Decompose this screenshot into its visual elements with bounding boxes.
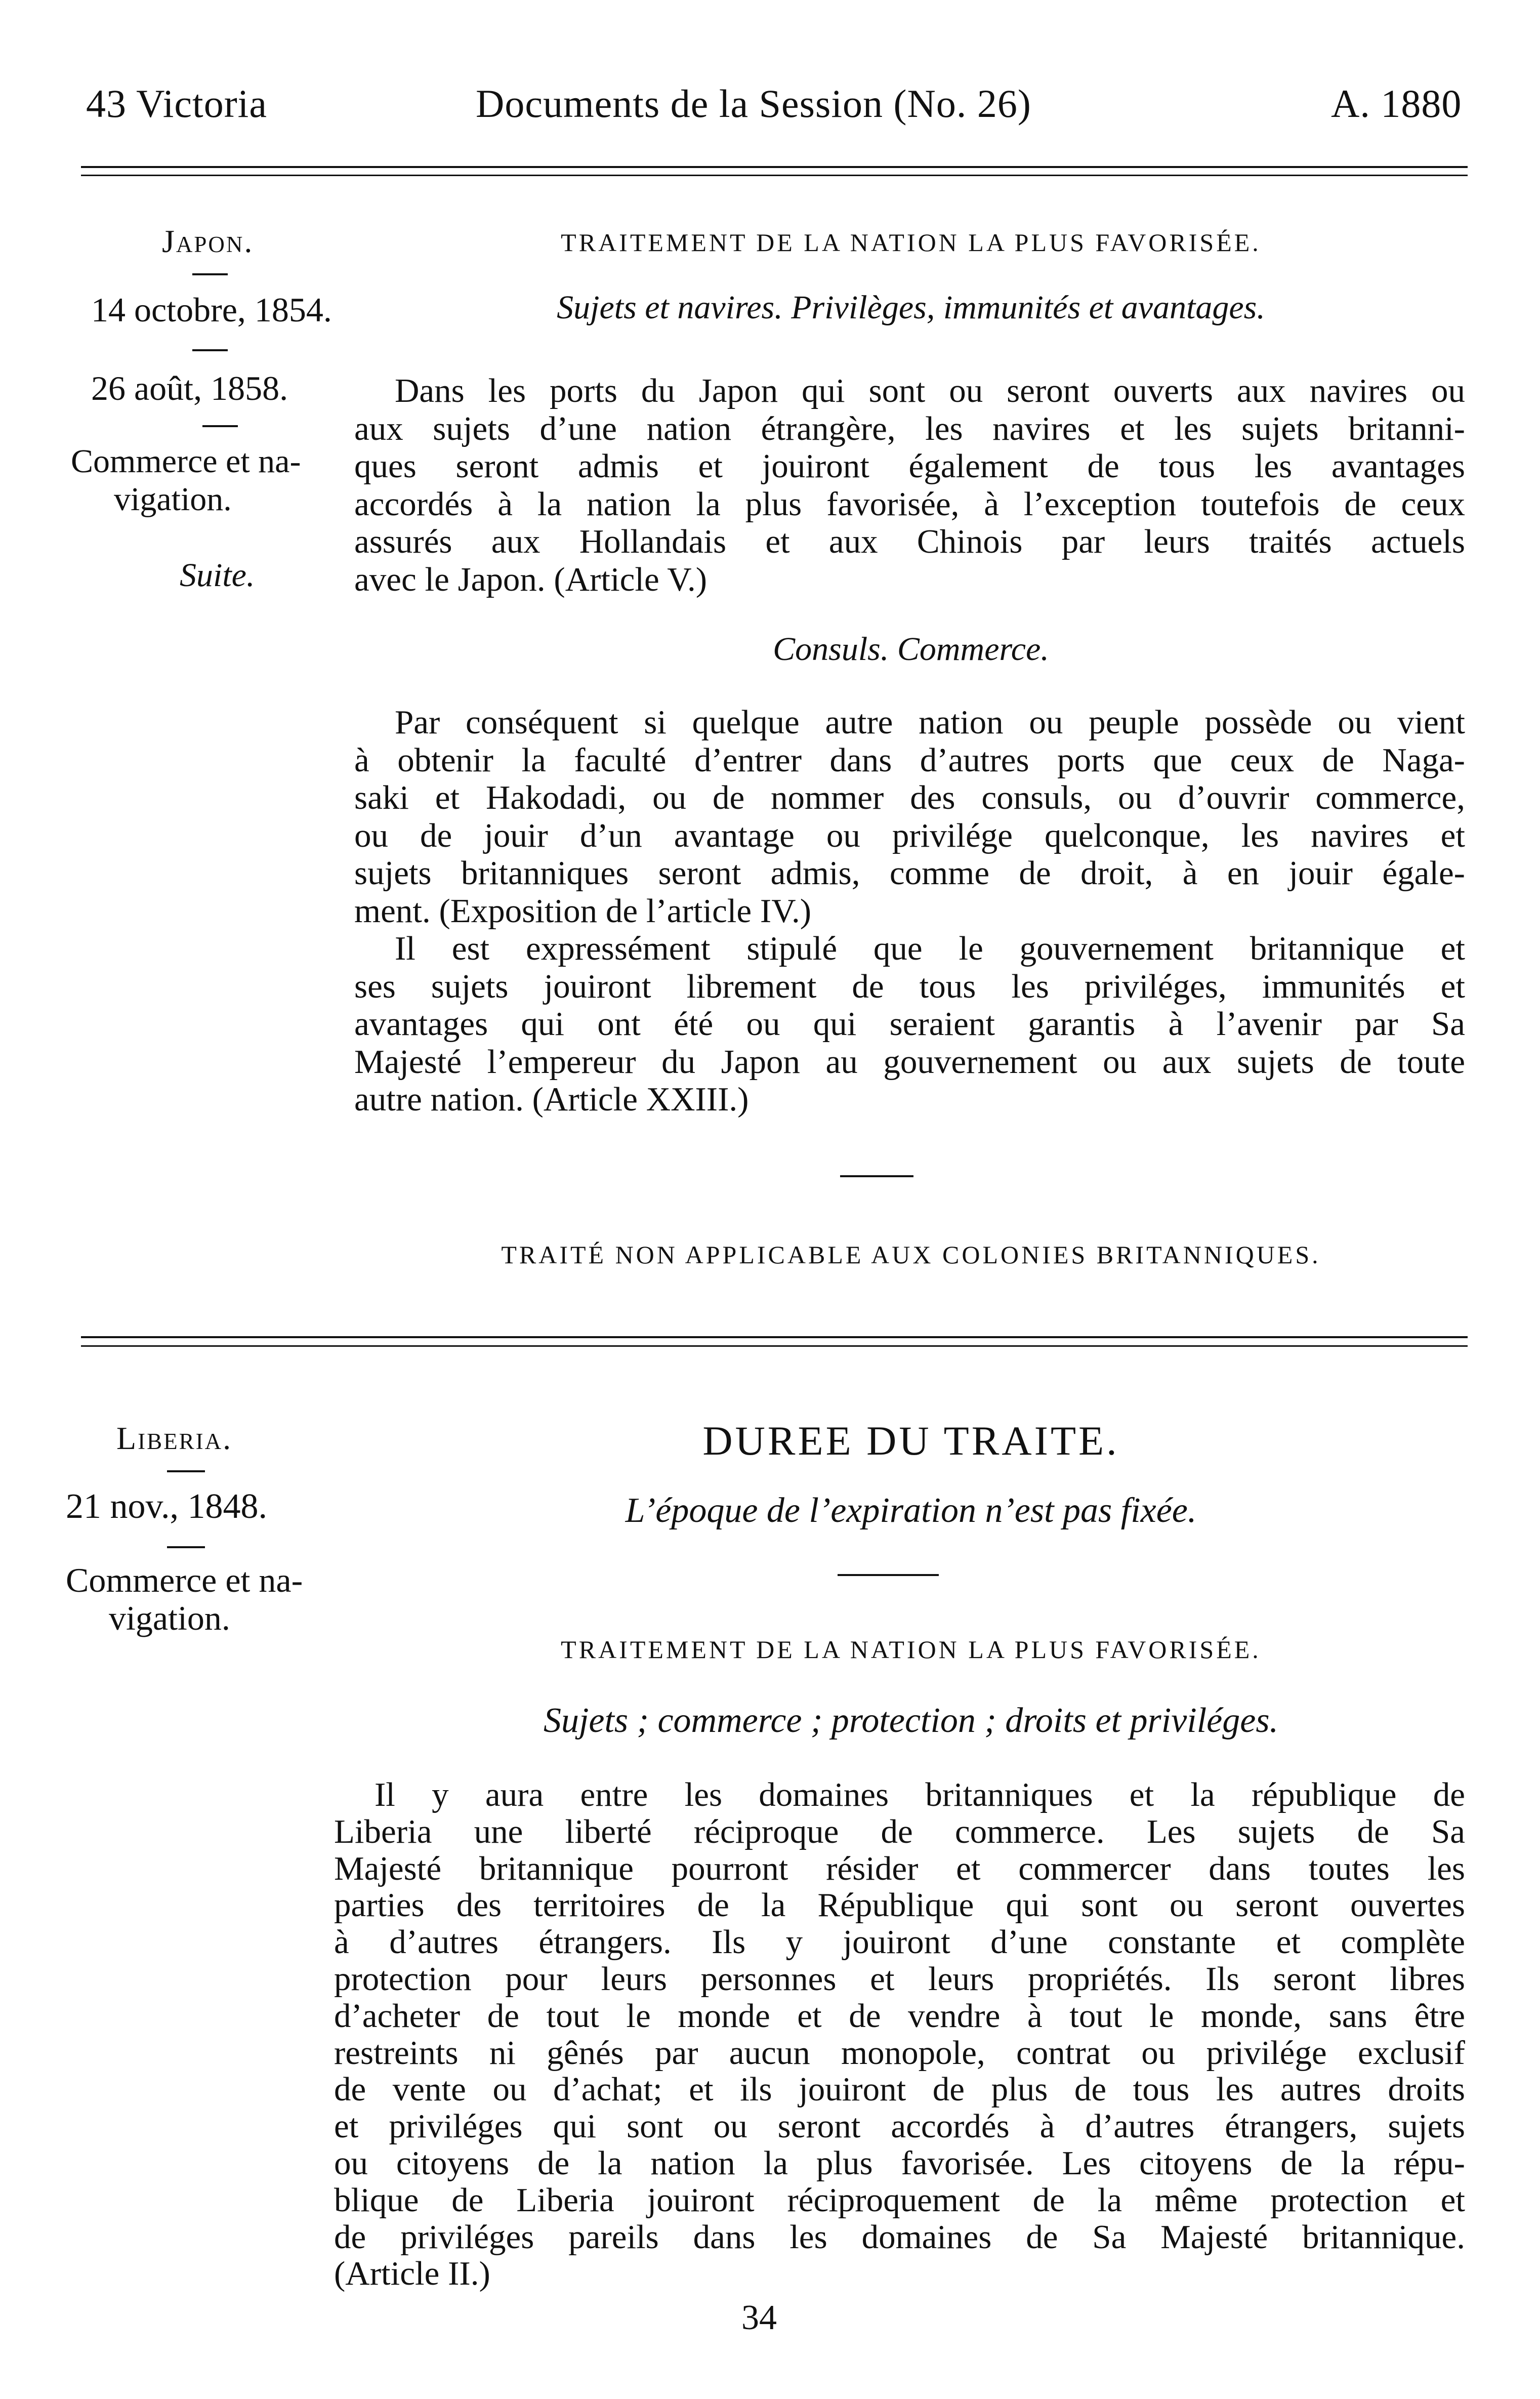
japon-sidebar-dash-1	[192, 273, 228, 275]
japon-p1-line: ques seront admis et jouiront également de tous les avantages	[354, 447, 1465, 485]
japon-subheading: Sujets et navires. Privilèges, immunités et avantages.	[557, 289, 1265, 326]
liberia-date: 21 nov., 1848.	[66, 1487, 267, 1526]
japon-p2-line: à obtenir la faculté d’entrer dans d’autres ports que ceux de Naga-	[354, 741, 1465, 779]
japon-separator	[840, 1175, 913, 1177]
japon-p1-line: assurés aux Hollandais et aux Chinois par leurs traités actuels	[354, 523, 1465, 560]
header-session-year: 43 Victoria	[86, 81, 267, 126]
japon-footer-heading: TRAITÉ NON APPLICABLE AUX COLONIES BRITANNIQUES.	[501, 1240, 1321, 1269]
japon-p2-line: saki et Hakodadi, ou de nommer des consuls, ou d’ouvrir commerce,	[354, 779, 1465, 816]
japon-p2-line: ou de jouir d’un avantage ou privilége quelconque, les navires et	[354, 816, 1465, 854]
liberia-p-line: Il y aura entre les domaines britanniques et la république de	[374, 1776, 1465, 1813]
japon-heading: TRAITEMENT DE LA NATION LA PLUS FAVORISÉE.	[561, 228, 1261, 257]
japon-paragraph-3	[354, 930, 1465, 1119]
japon-p1-line: accordés à la nation la plus favorisée, à l’exception toutefois de ceux	[354, 485, 1465, 523]
japon-p2-line: ment. (Exposition de l’article IV.)	[354, 892, 812, 930]
japon-subheading-2: Consuls. Commerce.	[773, 631, 1049, 668]
liberia-heading: TRAITEMENT DE LA NATION LA PLUS FAVORISÉE.	[561, 1635, 1261, 1664]
liberia-sidebar-dash-2	[167, 1546, 205, 1548]
japon-p2-line: sujets britanniques seront admis, comme de droit, à en jouir égale-	[354, 854, 1465, 892]
japon-subject-line-2: vigation.	[114, 481, 232, 518]
liberia-subject-line-2: vigation.	[109, 1599, 230, 1637]
liberia-p-line: blique de Liberia jouiront réciproquement de la même protection et	[334, 2181, 1465, 2219]
japon-p3-line: autre nation. (Article XXIII.)	[354, 1081, 749, 1118]
japon-paragraph-2	[354, 704, 1465, 930]
japon-sidebar-dash-3	[202, 425, 238, 427]
japon-p1-line: avec le Japon. (Article V.)	[354, 560, 707, 598]
japon-p2-line: Par conséquent si quelque autre nation ou peuple possède ou vient	[395, 704, 1465, 741]
japon-date-1: 14 octobre, 1854.	[91, 291, 332, 329]
liberia-subtitle: L’époque de l’expiration n’est pas fixée.	[625, 1491, 1197, 1530]
japon-p3-line: ses sujets jouiront librement de tous les priviléges, immunités et	[354, 967, 1465, 1005]
liberia-p-line: restreints ni gênés par aucun monopole, contrat ou privilége exclusif	[334, 2034, 1465, 2072]
liberia-p-line: ou citoyens de la nation la plus favorisée. Les citoyens de la répu-	[334, 2144, 1465, 2182]
liberia-sidebar-dash-1	[167, 1470, 205, 1472]
liberia-p-line: et priviléges qui sont ou seront accordés à d’autres étrangers, sujets	[334, 2107, 1465, 2145]
japon-p1-line: aux sujets d’une nation étrangère, les navires et les sujets britanni-	[354, 409, 1465, 447]
japon-suite: Suite.	[180, 557, 255, 594]
japon-sidebar-dash-2	[192, 349, 228, 351]
japon-p3-line: avantages qui ont été ou qui seraient garantis à l’avenir par Sa	[354, 1005, 1465, 1043]
page-number: 34	[741, 2298, 777, 2337]
liberia-p-line: parties des territoires de la République qui sont ou seront ouvertes	[334, 1886, 1465, 1924]
japon-date-2: 26 août, 1858.	[91, 369, 288, 407]
section-rule-top	[81, 1336, 1468, 1338]
liberia-p-line: à d’autres étrangers. Ils y jouiront d’une constante et complète	[334, 1923, 1465, 1961]
liberia-p-line: d’acheter de tout le monde et de vendre à tout le monde, sans être	[334, 1997, 1465, 2035]
liberia-country: Liberia.	[116, 1420, 233, 1456]
liberia-separator	[838, 1574, 939, 1576]
liberia-p-line: de vente ou d’achat; et ils jouiront de plus de tous les autres droits	[334, 2071, 1465, 2108]
japon-country: Japon.	[162, 223, 254, 259]
liberia-title: DUREE DU TRAITE.	[702, 1418, 1119, 1464]
liberia-p-line: protection pour leurs personnes et leurs propriétés. Ils seront libres	[334, 1960, 1465, 1998]
japon-p3-line: Il est expressément stipulé que le gouvernement britannique et	[395, 930, 1465, 967]
header-year: A. 1880	[1331, 81, 1462, 126]
liberia-p-line: (Article II.)	[334, 2255, 490, 2293]
liberia-subheading: Sujets ; commerce ; protection ; droits et priviléges.	[543, 1701, 1279, 1740]
header-rule-bottom	[81, 175, 1468, 176]
header-title: Documents de la Session (No. 26)	[476, 81, 1031, 126]
liberia-p-line: Majesté britannique pourront résider et commercer dans toutes les	[334, 1849, 1465, 1887]
liberia-paragraph	[334, 1776, 1465, 2292]
header-rule-top	[81, 166, 1468, 168]
japon-subject-line-1: Commerce et na-	[71, 443, 301, 480]
liberia-p-line: de priviléges pareils dans les domaines de Sa Majesté britannique.	[334, 2218, 1465, 2256]
japon-p3-line: Majesté l’empereur du Japon au gouvernement ou aux sujets de toute	[354, 1043, 1465, 1081]
liberia-subject-line-1: Commerce et na-	[66, 1561, 303, 1599]
liberia-p-line: Liberia une liberté réciproque de commerce. Les sujets de Sa	[334, 1812, 1465, 1850]
japon-p1-line: Dans les ports du Japon qui sont ou seront ouverts aux navires ou	[395, 372, 1465, 409]
section-rule-bottom	[81, 1345, 1468, 1347]
japon-paragraph-1	[354, 372, 1465, 598]
